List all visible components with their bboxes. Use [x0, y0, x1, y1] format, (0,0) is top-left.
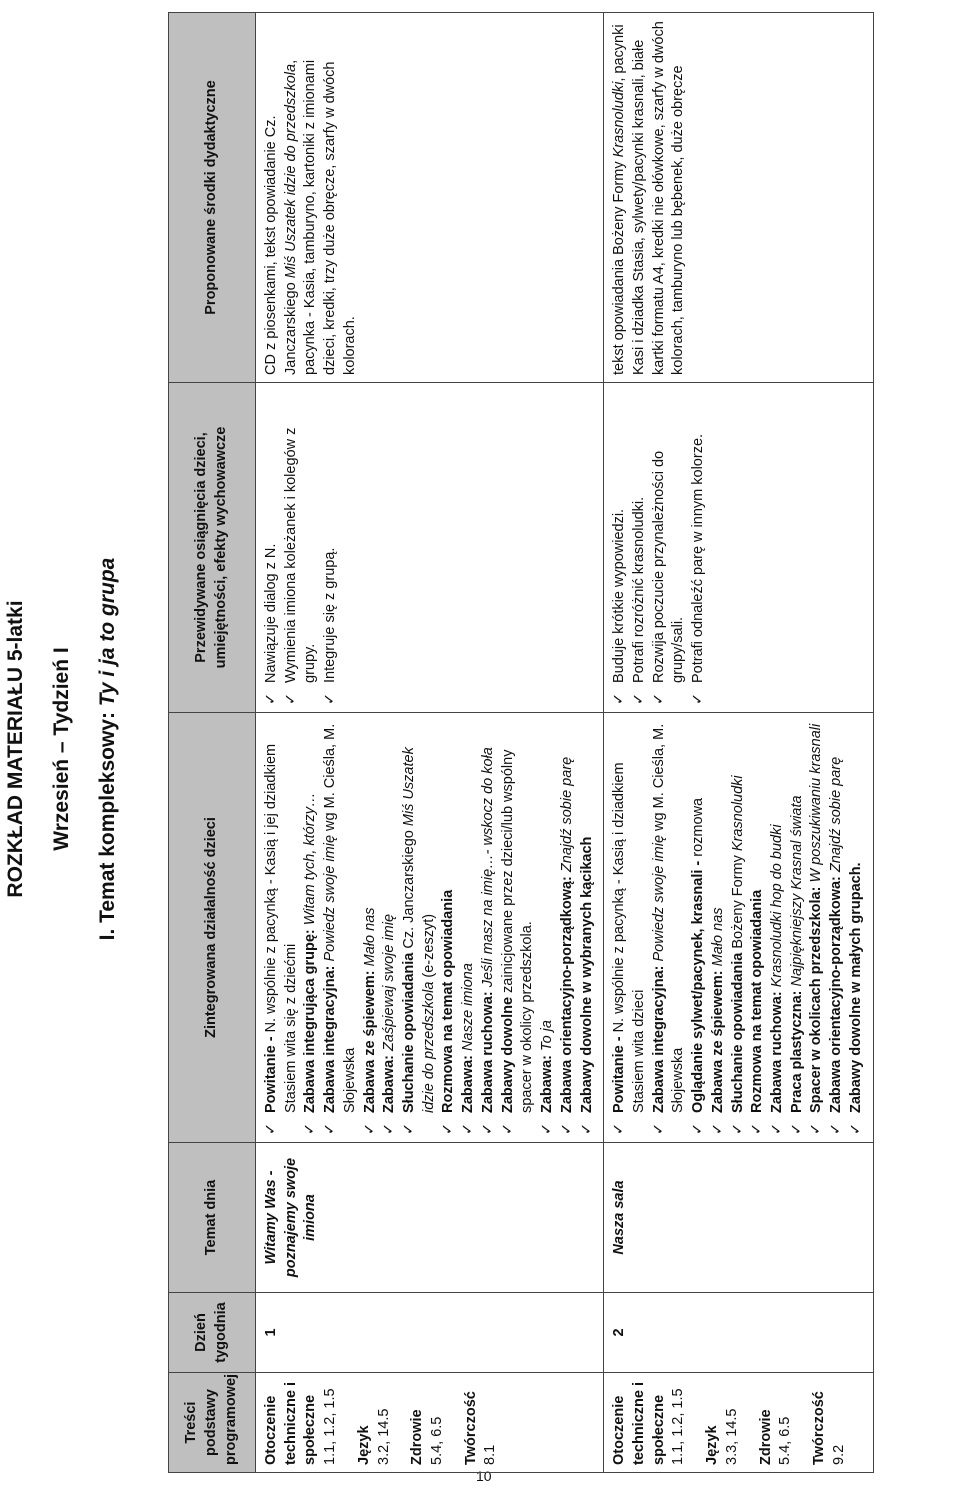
activity-label: Zabawy dowolne	[499, 992, 516, 1113]
curriculum-codes: 9.2	[830, 1444, 847, 1465]
activity-title: To ja	[539, 1020, 556, 1051]
activity-label: Oglądanie sylwet/pacynek, krasnali -	[690, 856, 707, 1113]
col-header-activities: Zintegrowana działalność dzieci	[169, 713, 256, 1143]
theme-prefix: I. Temat kompleksowy:	[96, 706, 119, 941]
activity-title: Miś Uszatek idzie do przedszkola	[401, 747, 437, 1113]
activity-label: Zabawa orientacyjno-porządkowa:	[828, 872, 845, 1113]
activity-label: Rozmowa na temat opowiadania	[749, 889, 766, 1113]
activity-item	[301, 720, 321, 1135]
activity-item	[847, 720, 867, 1135]
activity-text: Bożeny Formy	[729, 851, 746, 949]
materials-text: , pacynka - Kasia, tamburyno, kartoniki z imionami dzieci, kredki, trzy duże obręcze, szarfy w dwóch kolorach.	[282, 59, 358, 375]
activity-label: Zabawa integracyjna:	[650, 961, 667, 1113]
activity-item	[748, 720, 768, 1135]
activity-label: Zabawa ze śpiewem:	[709, 966, 726, 1113]
activity-text: N. wspólnie z pacynką - Kasią i jej dziadkiem Stasiem wita się z dziećmi	[263, 743, 299, 1113]
activity-title: Powiedz swoje imię	[650, 834, 667, 962]
page-number: 10	[476, 1468, 492, 1484]
activity-item	[768, 720, 788, 1135]
curriculum-cell	[256, 1373, 604, 1473]
activity-label: Słuchanie opowiadania	[401, 948, 418, 1113]
activity-label: Powitanie -	[263, 1032, 279, 1113]
activity-title: Nasze imiona	[460, 963, 477, 1051]
activity-label: Zabawa ruchowa:	[768, 987, 785, 1113]
activity-item	[827, 720, 847, 1135]
materials-title: Miś Uszatek idzie do przedszkola	[282, 63, 299, 279]
curriculum-codes: 1.1, 1.2, 1.5	[322, 1388, 339, 1465]
activity-title: Krasnoludki	[729, 775, 746, 852]
activity-title: Krasnoludki hop do budki	[768, 824, 785, 988]
outcome-item: ✓ Potrafi rozróżnić krasnoludki.	[630, 390, 650, 705]
curriculum-area: Język	[704, 1425, 721, 1465]
activity-label: Zabawy dowolne w wybranych kącikach	[578, 836, 595, 1113]
activity-label: Zabawa:	[460, 1050, 477, 1113]
curriculum-codes: 5.4, 6.5	[777, 1416, 794, 1465]
outcomes-list	[262, 390, 341, 705]
curriculum-codes: 8.1	[482, 1444, 499, 1465]
activity-title: Znajdź sobie parę	[558, 756, 575, 873]
activity-label: Powitanie -	[611, 1032, 628, 1113]
curriculum-area: Twórczość	[462, 1391, 479, 1465]
activity-item	[709, 720, 729, 1135]
activity-item	[788, 720, 808, 1135]
materials-text: tekst opowiadania Bożeny Formy	[611, 157, 628, 375]
materials-cell	[256, 13, 604, 383]
col-header-day: Dzień tygodnia	[169, 1293, 256, 1373]
activity-label: Zabawy dowolne w małych grupach.	[847, 862, 864, 1113]
theme-heading	[96, 0, 120, 1498]
theme-name: Ty i ja to grupa	[96, 557, 119, 707]
curriculum-area: Język	[355, 1425, 372, 1465]
outcome-item: ✓ Integruje się z grupą.	[321, 390, 341, 705]
activity-item	[729, 720, 749, 1135]
activity-label: Zabawa:	[381, 1050, 398, 1113]
activity-item	[610, 720, 649, 1135]
activity-label: Zabawa ruchowa:	[479, 987, 496, 1113]
activity-item	[380, 720, 400, 1135]
activity-label: Spacer w okolicach przedszkola:	[808, 882, 825, 1113]
spacer	[448, 1380, 462, 1465]
activity-title: Powiedz swoje imię	[322, 834, 339, 962]
activities-cell	[256, 713, 604, 1143]
col-header-materials: Proponowane środki dydaktyczne	[169, 13, 256, 383]
activity-item	[689, 720, 709, 1135]
activity-item	[499, 720, 538, 1135]
schedule-table	[168, 12, 874, 1473]
materials-title: Krasnoludki	[611, 81, 628, 158]
activity-label: Zabawa ze śpiewem:	[361, 966, 378, 1113]
spacer	[743, 1380, 757, 1465]
activity-text: Cz. Janczarskiego	[401, 826, 418, 949]
outcome-item: ✓ Nawiązuje dialog z N.	[262, 390, 282, 705]
activity-title: Witam tych, którzy…	[302, 792, 319, 926]
header-row	[169, 13, 256, 1473]
activity-item	[807, 720, 827, 1135]
curriculum-codes: 5.4, 6.5	[429, 1416, 446, 1465]
col-header-outcomes: Przewidywane osiągnięcia dzieci, umiejętności, efekty wychowawcze	[169, 383, 256, 713]
activity-text: N. wspólnie z pacynką - Kasią i dziadkiem Stasiem wita dzieci	[611, 762, 647, 1113]
materials-text: , pacynki Kasi i dziadka Stasia, sylwety/pacynki krasnali, białe kartki formatu A4, kredki nie ołówkowe, szarfy w dwóch kolorach, tamburyno lub bębenek, duże obręcze	[611, 21, 687, 375]
curriculum-codes: 1.1, 1.2, 1.5	[670, 1388, 687, 1465]
table-row	[604, 13, 873, 1473]
activity-text: rozmowa	[690, 797, 707, 857]
curriculum-area: Otoczenie techniczne i społeczne	[263, 1382, 319, 1465]
day-cell: 2	[604, 1293, 873, 1373]
activity-label: Słuchanie opowiadania	[729, 948, 746, 1113]
activity-item	[262, 720, 301, 1135]
activity-label: Praca plastyczna:	[788, 986, 805, 1113]
table-row	[256, 13, 604, 1473]
activity-title: Mało nas	[361, 907, 378, 967]
outcome-item: ✓ Buduje krótkie wypowiedzi.	[610, 390, 630, 705]
activity-title: Najpiękniejszy Krasnal świata	[788, 795, 805, 987]
activity-item	[558, 720, 578, 1135]
activity-item	[459, 720, 479, 1135]
activity-text: (e-zeszyt)	[420, 913, 437, 982]
day-cell: 1	[256, 1293, 604, 1373]
topic-cell: Witamy Was -poznajemy swoje imiona	[256, 1143, 604, 1293]
activity-label: Rozmowa na temat opowiadania	[440, 889, 457, 1113]
activity-item	[439, 720, 459, 1135]
curriculum-area: Twórczość	[810, 1391, 827, 1465]
spacer	[394, 1380, 408, 1465]
col-header-topic: Temat dnia	[169, 1143, 256, 1293]
curriculum-cell	[604, 1373, 873, 1473]
curriculum-codes: 3.2, 14.5	[375, 1408, 392, 1465]
activity-text: wg M. Cieśla, M. Słojewska	[650, 723, 687, 1113]
spacer	[796, 1380, 810, 1465]
spacer	[341, 1380, 355, 1465]
activity-label: Zabawa integrująca grupę:	[302, 925, 319, 1113]
activities-list	[262, 720, 597, 1135]
materials-text: CD z piosenkami, tekst opowiadanie Cz. Janczarskiego	[263, 115, 299, 375]
activity-item	[538, 720, 558, 1135]
curriculum-area: Zdrowie	[409, 1409, 426, 1465]
activity-item	[479, 720, 499, 1135]
activity-item	[321, 720, 360, 1135]
topic-cell: Nasza sala	[604, 1143, 873, 1293]
activity-title: Znajdź sobie parę	[828, 756, 845, 873]
activity-label: Zabawa:	[539, 1050, 556, 1113]
document-title: ROZKŁAD MATERIAŁU 5-latki	[4, 600, 27, 898]
activity-item	[650, 720, 689, 1135]
activity-item	[578, 720, 598, 1135]
outcomes-cell	[604, 383, 873, 713]
activities-list	[610, 720, 866, 1135]
curriculum-area: Otoczenie techniczne i społeczne	[611, 1382, 667, 1465]
materials-cell	[604, 13, 873, 383]
outcomes-list	[610, 390, 709, 705]
activity-title: W poszukiwaniu krasnali	[808, 723, 825, 883]
activity-text: zainicjowane przez dzieci/lub wspólny spacer w okolicy przedszkola.	[499, 749, 536, 1113]
activity-title: Mało nas	[709, 907, 726, 967]
outcome-item: ✓ Potrafi odnaleźć parę w innym kolorze.	[689, 390, 709, 705]
curriculum-codes: 3.3, 14.5	[723, 1408, 740, 1465]
activity-title: Zaśpiewaj swoje imię	[381, 913, 398, 1051]
activity-item	[361, 720, 381, 1135]
col-header-curriculum: Treści podstawy programowej	[169, 1373, 256, 1473]
activities-cell	[604, 713, 873, 1143]
activity-item	[400, 720, 439, 1135]
outcome-item: ✓ Wymienia imiona koleżanek i kolegów z grupy.	[282, 390, 321, 705]
spacer	[689, 1380, 703, 1465]
curriculum-area: Zdrowie	[757, 1409, 774, 1465]
activity-label: Zabawa integracyjna:	[322, 961, 339, 1113]
activity-title: Jeśli masz na imię…- wskocz do koła	[479, 747, 496, 988]
activity-label: Zabawa orientacyjno-porządkową:	[558, 872, 575, 1113]
outcomes-cell	[256, 383, 604, 713]
outcome-item: ✓ Rozwija poczucie przynależności do grupy/sali.	[650, 390, 689, 705]
document-subtitle: Wrzesień – Tydzień I	[50, 647, 73, 851]
activity-text: wg M. Cieśla, M. Słojewska	[322, 723, 358, 1113]
